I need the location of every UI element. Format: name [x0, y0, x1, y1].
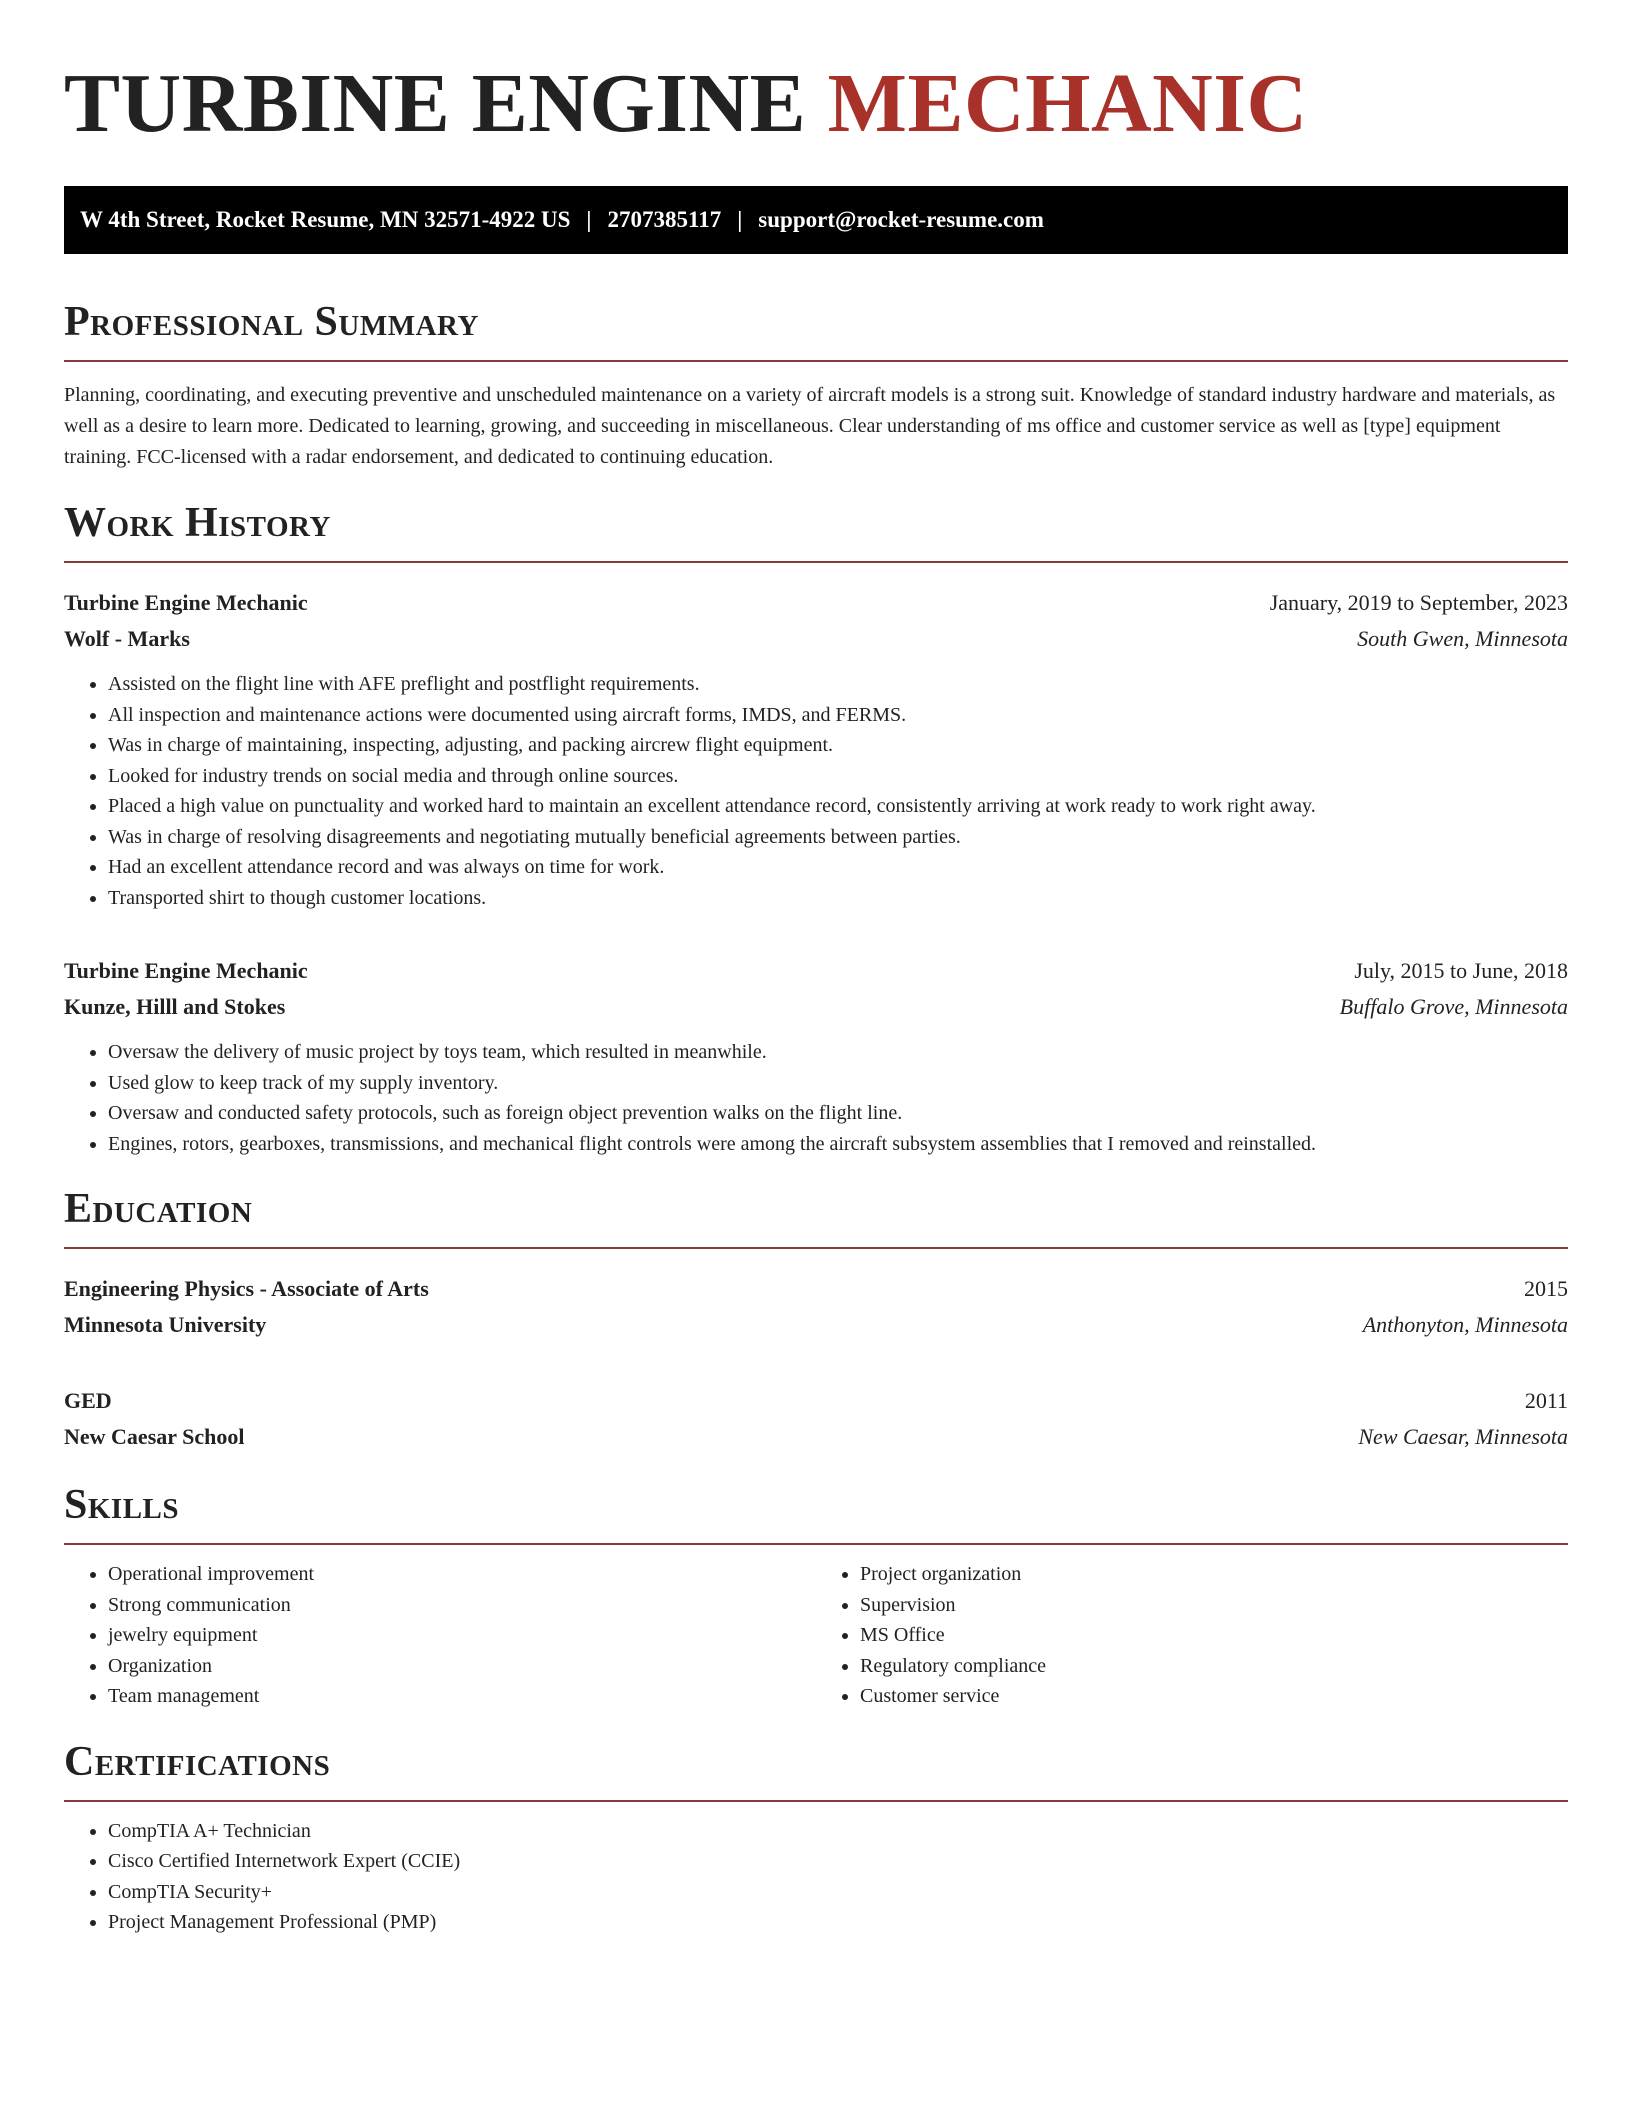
- skills-section: [64, 1481, 1568, 1712]
- list-item: • Team management: [108, 1681, 816, 1712]
- job-location: Buffalo Grove, Minnesota: [1339, 994, 1568, 1019]
- list-item: • MS Office: [860, 1620, 1568, 1651]
- list-item: • Placed a high value on punctuality and worked hard to maintain an excellent attendance record, consistently arriving at work ready to work right away.: [108, 791, 1568, 822]
- certifications-list: [64, 1816, 1568, 1938]
- section-heading: Skills: [64, 1482, 180, 1528]
- education-school: Minnesota University: [64, 1312, 267, 1337]
- section-divider: [64, 561, 1568, 563]
- list-item: • Assisted on the flight line with AFE preflight and postflight requirements.: [108, 669, 1568, 700]
- list-item: • Operational improvement: [108, 1559, 816, 1590]
- education-degree: Engineering Physics - Associate of Arts: [64, 1276, 429, 1301]
- education-entry: [64, 1383, 1568, 1455]
- list-item: • Had an excellent attendance record and was always on time for work.: [108, 852, 1568, 883]
- section-divider: [64, 1247, 1568, 1249]
- contact-phone: 2707385117: [607, 207, 722, 232]
- title-main: TURBINE ENGINE: [64, 57, 807, 150]
- education-location: Anthonyton, Minnesota: [1362, 1312, 1568, 1337]
- job-dates: January, 2019 to September, 2023: [1269, 590, 1568, 615]
- list-item: • Project Management Professional (PMP): [108, 1907, 1568, 1938]
- job-bullets: [64, 669, 1568, 913]
- section-divider: [64, 1543, 1568, 1545]
- job-company: Wolf - Marks: [64, 626, 190, 651]
- list-item: • Transported shirt to though customer locations.: [108, 883, 1568, 914]
- education-section: [64, 1185, 1568, 1455]
- contact-separator: |: [586, 207, 592, 232]
- job-title: Turbine Engine Mechanic: [64, 958, 308, 983]
- contact-separator: |: [737, 207, 743, 232]
- education-location: New Caesar, Minnesota: [1358, 1424, 1568, 1449]
- list-item: • Supervision: [860, 1590, 1568, 1621]
- summary-section: [64, 298, 1568, 473]
- title-accent: MECHANIC: [827, 57, 1308, 150]
- job-company: Kunze, Hilll and Stokes: [64, 994, 286, 1019]
- list-item: • Engines, rotors, gearboxes, transmissions, and mechanical flight controls were among the aircraft subsystem assemblies that I removed and reinstalled.: [108, 1129, 1568, 1160]
- contact-email: support@rocket-resume.com: [758, 207, 1044, 232]
- list-item: • Oversaw and conducted safety protocols, such as foreign object prevention walks on the flight line.: [108, 1098, 1568, 1129]
- work-history-section: [64, 499, 1568, 1159]
- list-item: • CompTIA A+ Technician: [108, 1816, 1568, 1847]
- list-item: • Project organization: [860, 1559, 1568, 1590]
- section-heading: Work History: [64, 500, 331, 546]
- section-heading: Education: [64, 1186, 253, 1232]
- education-year: 2015: [1524, 1276, 1568, 1301]
- list-item: • Was in charge of resolving disagreements and negotiating mutually beneficial agreements between parties.: [108, 822, 1568, 853]
- list-item: • All inspection and maintenance actions were documented using aircraft forms, IMDS, and FERMS.: [108, 700, 1568, 731]
- job-bullets: [64, 1037, 1568, 1159]
- contact-bar: [64, 186, 1568, 254]
- list-item: • jewelry equipment: [108, 1620, 816, 1651]
- skills-column-left: [64, 1559, 816, 1712]
- list-item: • Customer service: [860, 1681, 1568, 1712]
- list-item: • Regulatory compliance: [860, 1651, 1568, 1682]
- list-item: • Was in charge of maintaining, inspecting, adjusting, and packing aircrew flight equipment.: [108, 730, 1568, 761]
- section-heading: Professional Summary: [64, 299, 479, 345]
- job-location: South Gwen, Minnesota: [1357, 626, 1568, 651]
- skills-columns: [64, 1559, 1568, 1712]
- job-entry: [64, 953, 1568, 1159]
- contact-address: W 4th Street, Rocket Resume, MN 32571-4922 US: [80, 207, 571, 232]
- list-item: • Organization: [108, 1651, 816, 1682]
- section-divider: [64, 360, 1568, 362]
- section-divider: [64, 1800, 1568, 1802]
- list-item: • Used glow to keep track of my supply inventory.: [108, 1068, 1568, 1099]
- summary-text: Planning, coordinating, and executing preventive and unscheduled maintenance on a variety of aircraft models is a strong suit. Knowledge of standard industry hardware and materials, as well as a desire to learn more. Dedicated to learning, growing, and succeeding in miscellaneous. Clear understanding of ms office and customer service as well as [type] equipment training. FCC-licensed with a radar endorsement, and dedicated to continuing education.: [64, 384, 1556, 468]
- list-item: • Oversaw the delivery of music project by toys team, which resulted in meanwhile.: [108, 1037, 1568, 1068]
- list-item: • Strong communication: [108, 1590, 816, 1621]
- job-dates: July, 2015 to June, 2018: [1354, 958, 1568, 983]
- education-degree: GED: [64, 1388, 112, 1413]
- resume-title: [64, 56, 1568, 152]
- list-item: • Looked for industry trends on social media and through online sources.: [108, 761, 1568, 792]
- job-title: Turbine Engine Mechanic: [64, 590, 308, 615]
- skills-column-right: [816, 1559, 1568, 1712]
- list-item: • CompTIA Security+: [108, 1877, 1568, 1908]
- education-school: New Caesar School: [64, 1424, 245, 1449]
- education-year: 2011: [1524, 1388, 1568, 1413]
- section-heading: Certifications: [64, 1738, 331, 1785]
- certifications-section: [64, 1738, 1568, 1938]
- education-entry: [64, 1271, 1568, 1343]
- list-item: • Cisco Certified Internetwork Expert (CCIE): [108, 1846, 1568, 1877]
- job-entry: [64, 585, 1568, 913]
